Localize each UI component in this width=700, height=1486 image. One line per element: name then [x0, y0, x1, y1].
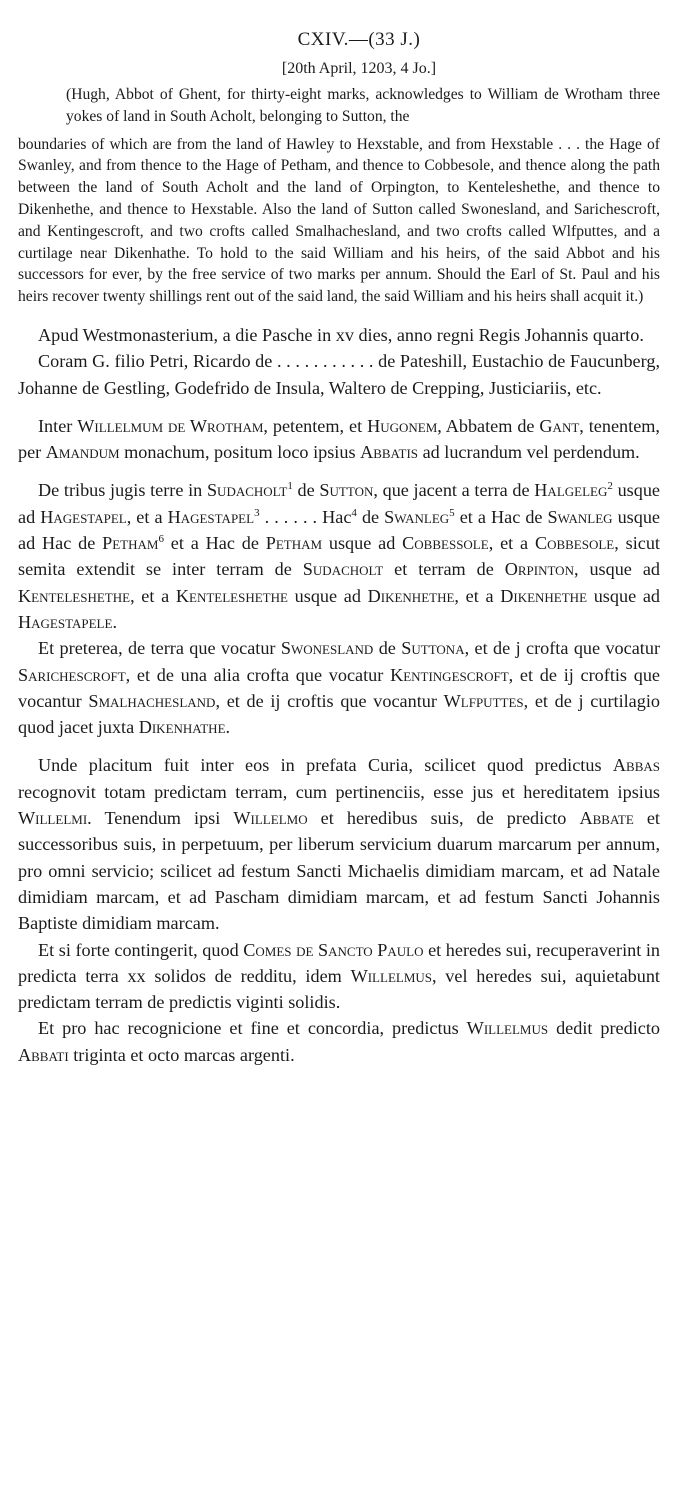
- place-name: Sarichescroft: [18, 664, 126, 685]
- place-name: Hagestapel: [40, 506, 127, 527]
- latin-paragraph-3: Inter Willelmum de Wrotham, petentem, et Hugonem, Abbatem de Gant, tenentem, per Amandum monachum, positum loco ipsius Abbatis ad lucrandum vel perdendum.: [18, 415, 660, 463]
- party-name: Abbate: [579, 808, 634, 829]
- footnote-marker: 1: [287, 480, 293, 493]
- place-name: Dikenhethe: [367, 585, 455, 606]
- latin-paragraph-1: Apud Westmonasterium, a die Pasche in xv dies, anno regni Regis Johannis quarto.: [38, 324, 644, 345]
- party-name: Abbas: [612, 755, 660, 776]
- party-name: Willelmi: [18, 808, 88, 829]
- place-name: Swanleg: [547, 506, 613, 527]
- footnote-marker: 5: [449, 506, 455, 519]
- place-name: Cobbessole: [402, 533, 489, 554]
- place-name: Hagestapel: [167, 506, 255, 527]
- place-name: Dikenhethe: [500, 585, 588, 606]
- place-name: Petham: [265, 533, 323, 554]
- place-name: Swonesland: [280, 638, 374, 659]
- place-name: Kenteleshethe: [18, 585, 131, 606]
- footnote-marker: 3: [254, 506, 260, 519]
- party-name: Willelmus: [350, 965, 432, 986]
- latin-paragraph-2: Coram G. filio Petri, Ricardo de . . . . . . . . . . . de Pateshill, Eustachio de Faucunberg, Johanne de Gestling, Godefrido de Insula, Waltero de Crepping, Justiciariis, etc.: [18, 351, 660, 398]
- party-name: Willelmo: [233, 808, 308, 829]
- party-name: Hugonem: [367, 415, 438, 436]
- english-summary: [18, 84, 660, 308]
- latin-paragraph-5: Et preterea, de terra que vocatur Swonesland de Suttona, et de j crofta que vocatur Sarichescroft, et de una alia crofta que vocatur Kentingescroft, et de ij croftis que vocantur Smalhachesland, et de ij croftis que vocantur Wlfputtes, et de j curtilagio quod jacet juxta Dikenhathe.: [18, 638, 661, 738]
- latin-paragraph-6: Unde placitum fuit inter eos in prefata Curia, scilicet quod predictus Abbas recognovit totam predictam terram, cum pertinenciis, esse jus et hereditatem ipsius Willelmi. Tenendum ipsi Willelmo et heredibus suis, de predicto Abbate et successoribus suis, in perpetuum, per liberum servicium duarum marcarum per annum, pro omni servicio; scilicet ad festum Sancti Michaelis dimidiam marcam, et ad Natale dimidiam marcam, et ad Pascham dimidiam marcam, et ad festum Sancti Johannis Baptiste dimidiam marcam.: [18, 755, 660, 934]
- document-date: [20th April, 1203, 4 Jo.]: [281, 60, 437, 77]
- place-name: Cobbesole: [534, 533, 615, 554]
- place-name: Dikenhathe: [138, 717, 226, 738]
- party-name: Willelmus: [466, 1018, 549, 1039]
- party-name: Abbatis: [360, 442, 419, 463]
- place-name: Halgeleg: [534, 480, 608, 501]
- summary-line-first: (Hugh, Abbot of Ghent, for thirty-eight marks, acknowledges to William de Wrotham three yokes of land in South Acholt, belonging to Sutton, the: [66, 86, 660, 125]
- party-name: Comes de Sancto Paulo: [243, 939, 424, 960]
- latin-record: [18, 322, 660, 1068]
- place-name: Suttona: [401, 638, 465, 659]
- place-name: Petham: [102, 533, 159, 554]
- latin-paragraph-4: De tribus jugis terre in Sudacholt$^1$ de Sutton, que jacent a terra de Halgeleg$^2$ usque ad Hagestapel, et a Hagestapel$^3$ . . . . . . Hac$^4$ de Swanleg$^5$ et a Hac de Swanleg usque ad Hac de Petham$^6$ et a Hac de Petham usque ad Cobbessole, et a Cobbesole, sicut semita extendit se inter terram de Sudacholt et terram de Orpinton, usque ad Kenteleshethe, et a Kenteleshethe usque ad Dikenhethe, et a Dikenhethe usque ad Hagestapele.: [18, 480, 661, 632]
- place-name: Swanleg: [384, 506, 450, 527]
- latin-paragraph-8: Et pro hac recognicione et fine et concordia, predictus Willelmus dedit predicto Abbati triginta et octo marcas argenti.: [18, 1018, 660, 1065]
- place-name: Smalhachesland: [88, 690, 216, 711]
- place-name: Hagestapele: [18, 611, 113, 632]
- party-name: Abbati: [18, 1044, 69, 1065]
- place-name: Sutton: [319, 480, 374, 501]
- summary-body: boundaries of which are from the land of Hawley to Hexstable, and from Hexstable . . . the Hage of Swanley, and from thence to the Hage of Petham, and thence to Cobbesole, and thence along the path between the land of South Acholt and the land of Orpington, to Kenteleshethe, and thence to Dikenhethe, and thence to Hexstable. Also the land of Sutton called Swonesland, and Sarichescroft, and Kentingescroft, and two crofts called Smalhachesland, and two crofts called Wlfputtes, and a curtilage near Dikenhathe. To hold to the said William and his heirs, of the said Abbot and his successors for ever, by the free service of two marks per annum. Should the Earl of St. Paul and his heirs recover twenty shillings rent out of the said land, the said William and his heirs shall acquit it.): [18, 135, 660, 306]
- latin-paragraph-7: Et si forte contingerit, quod Comes de Sancto Paulo et heredes sui, recuperaverint in predicta terra xx solidos de redditu, idem Willelmus, vel heredes sui, aquietabunt predictam terram de predictis viginti solidis.: [18, 939, 660, 1013]
- place-name: Wlfputtes: [443, 690, 524, 711]
- place-name: Sudacholt: [206, 480, 288, 501]
- place-name: Kenteleshethe: [175, 585, 288, 606]
- place-name: Sudacholt: [302, 559, 384, 580]
- footnote-marker: 4: [351, 506, 357, 519]
- place-name: Gant: [539, 415, 580, 436]
- footnote-marker: 6: [158, 532, 164, 545]
- place-name: Kentingescroft: [390, 664, 509, 685]
- party-name: Amandum: [45, 442, 120, 463]
- document-heading: CXIV.—(33 J.): [297, 29, 421, 50]
- place-name: Orpinton: [504, 559, 574, 580]
- party-name: Willelmum de Wrotham: [77, 415, 264, 436]
- footnote-marker: 2: [607, 480, 613, 493]
